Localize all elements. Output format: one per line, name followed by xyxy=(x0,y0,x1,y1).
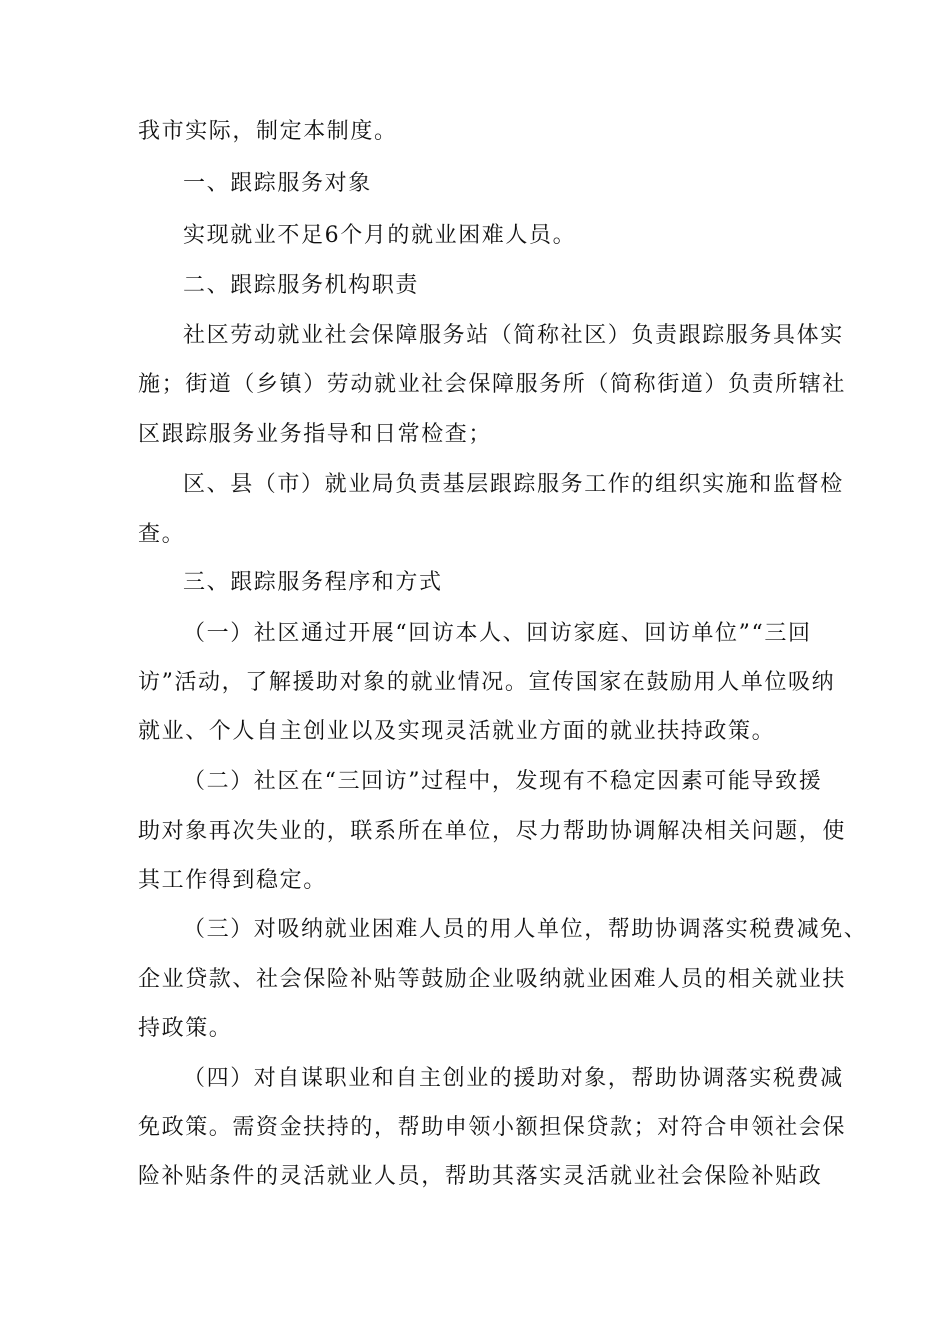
body-text-line: （一）社区通过开展“回访本人、回访家庭、回访单位”“三回 xyxy=(183,621,812,646)
body-text-line: 持政策。 xyxy=(138,1016,233,1041)
body-text-line: 险补贴条件的灵活就业人员，帮助其落实灵活就业社会保险补贴政 xyxy=(138,1164,823,1189)
body-text-line: （四）对自谋职业和自主创业的援助对象，帮助协调落实税费减 xyxy=(183,1066,844,1091)
body-text-line: 助对象再次失业的，联系所在单位，尽力帮助协调解决相关问题，使 xyxy=(138,819,847,844)
body-text-line: 施；街道（乡镇）劳动就业社会保障服务所（简称街道）负责所辖社 xyxy=(138,372,847,397)
body-text-line: 区跟踪服务业务指导和日常检查； xyxy=(138,422,493,447)
section-heading-1: 一、跟踪服务对象 xyxy=(183,171,372,196)
body-text-line: （二）社区在“三回访”过程中，发现有不稳定因素可能导致援 xyxy=(183,769,823,794)
body-text-line: 其工作得到稳定。 xyxy=(138,868,327,893)
body-text-line: 社区劳动就业社会保障服务站（简称社区）负责跟踪服务具体实 xyxy=(183,323,844,348)
body-text-line: 访”活动，了解援助对象的就业情况。宣传国家在鼓励用人单位吸纳 xyxy=(138,670,836,695)
body-text-line: 免政策。需资金扶持的，帮助申领小额担保贷款；对符合申领社会保 xyxy=(138,1115,847,1140)
body-text-line: 企业贷款、社会保险补贴等鼓励企业吸纳就业困难人员的相关就业扶 xyxy=(138,967,847,992)
body-text-line: 查。 xyxy=(138,522,186,547)
body-text-line: 实现就业不足6个月的就业困难人员。 xyxy=(183,223,577,248)
body-text-line: 我市实际，制定本制度。 xyxy=(138,119,398,144)
body-text-line: （三）对吸纳就业困难人员的用人单位，帮助协调落实税费减免、 xyxy=(183,917,868,942)
section-heading-2: 二、跟踪服务机构职责 xyxy=(183,273,420,298)
body-text-line: 就业、个人自主创业以及实现灵活就业方面的就业扶持政策。 xyxy=(138,719,776,744)
body-text-line: 区、县（市）就业局负责基层跟踪服务工作的组织实施和监督检 xyxy=(183,472,844,497)
section-heading-3: 三、跟踪服务程序和方式 xyxy=(183,570,443,595)
